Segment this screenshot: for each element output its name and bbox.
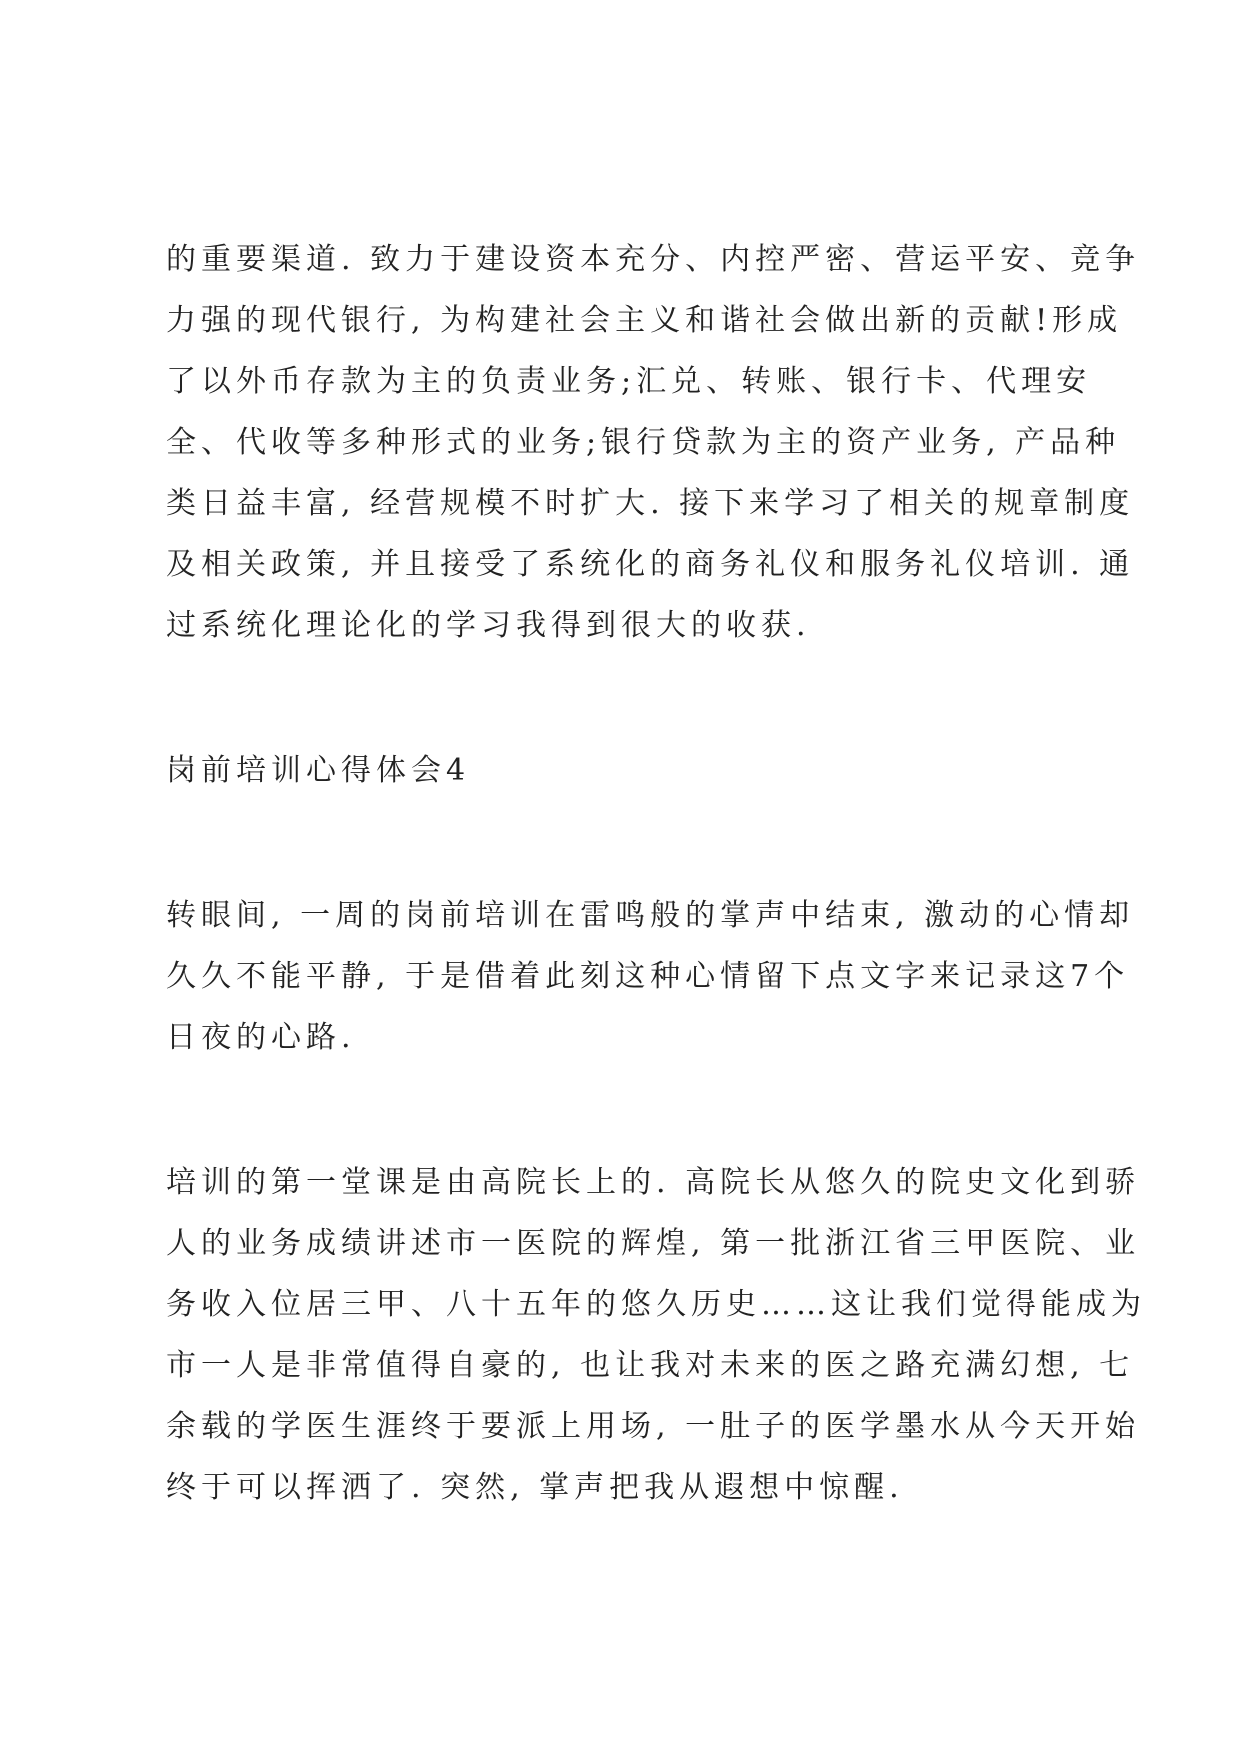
paragraph-line: 日夜的心路. [166,1020,356,1055]
paragraph-line: 及相关政策, 并且接受了系统化的商务礼仪和服务礼仪培训. 通 [166,547,1135,582]
paragraph-line: 类日益丰富, 经营规模不时扩大. 接下来学习了相关的规章制度 [166,486,1135,521]
paragraph-first-lesson [166,1152,1146,1518]
paragraph-line: 务收入位居三甲、八十五年的悠久历史……这让我们觉得能成为 [166,1287,1146,1322]
paragraph-line: 了以外币存款为主的负责业务;汇兑、转账、银行卡、代理安 [166,364,1092,399]
paragraph-line: 培训的第一堂课是由高院长上的. 高院长从悠久的院史文化到骄 [166,1165,1141,1200]
section-heading: 岗前培训心得体会4 [166,753,471,788]
paragraph-line: 终于可以挥洒了. 突然, 掌声把我从遐想中惊醒. [166,1470,904,1505]
paragraph-bank-training [166,229,1141,656]
paragraph-line: 全、代收等多种形式的业务;银行贷款为主的资产业务, 产品种 [166,425,1121,460]
paragraph-line: 力强的现代银行, 为构建社会主义和谐社会做出新的贡献!形成 [166,303,1123,338]
document-content [166,229,1146,1518]
paragraph-training-end [166,885,1135,1068]
paragraph-line: 人的业务成绩讲述市一医院的辉煌, 第一批浙江省三甲医院、业 [166,1226,1141,1261]
paragraph-line: 市一人是非常值得自豪的, 也让我对未来的医之路充满幻想, 七 [166,1348,1135,1383]
paragraph-line: 久久不能平静, 于是借着此刻这种心情留下点文字来记录这7个 [166,959,1130,994]
paragraph-line: 过系统化理论化的学习我得到很大的收获. [166,608,811,643]
paragraph-line: 余载的学医生涯终于要派上用场, 一肚子的医学墨水从今天开始 [166,1409,1141,1444]
paragraph-line: 的重要渠道. 致力于建设资本充分、内控严密、营运平安、竞争 [166,242,1141,277]
paragraph-line: 转眼间, 一周的岗前培训在雷鸣般的掌声中结束, 激动的心情却 [166,898,1135,933]
